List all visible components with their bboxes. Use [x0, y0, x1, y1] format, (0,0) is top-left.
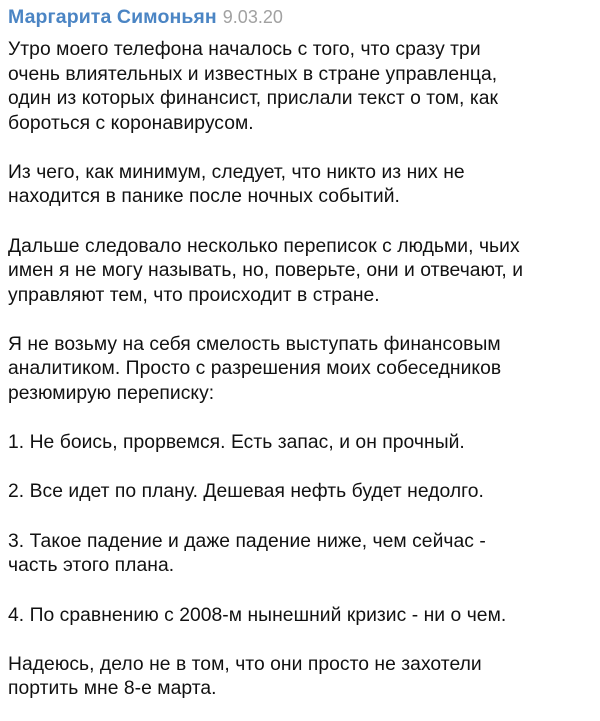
message-paragraph: Из чего, как минимум, следует, что никто из них не находится в панике после ночных событий. — [8, 161, 465, 208]
message-paragraph: Дальше следовало несколько переписок с людьми, чьих имен я не могу называть, но, поверьте, они и отвечают, и управляют тем, что происходит в стране. — [8, 235, 524, 306]
message-paragraph: 3. Такое падение и даже падение ниже, чем сейчас - часть этого плана. — [8, 530, 486, 577]
message-paragraph: Утро моего телефона началось с того, что сразу три очень влиятельных и известных в стране управленца, один из которых финансист, прислали текст о том, как бороться с коронавирусом. — [8, 39, 499, 134]
message-paragraph: 2. Все идет по плану. Дешевая нефть будет недолго. — [8, 481, 484, 503]
message-paragraph: 4. По сравнению с 2008-м нынешний кризис - ни о чем. — [8, 604, 507, 626]
message-text — [8, 38, 590, 702]
message-paragraph: Надеюсь, дело не в том, что они просто не захотели портить мне 8-е марта. — [8, 653, 482, 700]
message-paragraph: 1. Не боись, прорвемся. Есть запас, и он прочный. — [8, 432, 465, 454]
author-name[interactable]: Маргарита Симоньян — [8, 6, 217, 28]
message-date: 9.03.20 — [222, 7, 283, 27]
message-header — [8, 6, 590, 32]
message-paragraph: Я не возьму на себя смелость выступать финансовым аналитиком. Просто с разрешения моих собеседников резюмирую переписку: — [8, 333, 502, 404]
